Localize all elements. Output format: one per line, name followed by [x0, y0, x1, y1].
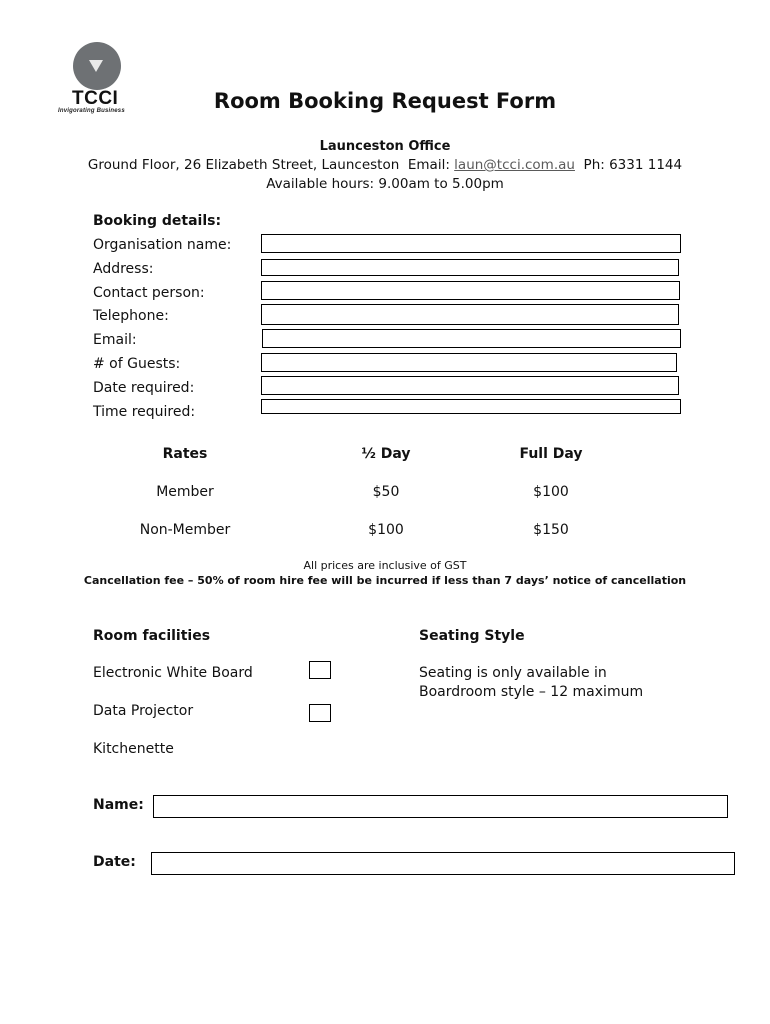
white-board-checkbox[interactable] — [309, 661, 331, 679]
full-day-header: Full Day — [519, 446, 583, 462]
gst-note: All prices are inclusive of GST — [303, 559, 467, 572]
name-field[interactable] — [153, 795, 728, 818]
seating-style-heading: Seating Style — [419, 628, 525, 644]
address-field[interactable] — [261, 259, 679, 276]
rates-header: Rates — [162, 446, 208, 462]
office-phone: Ph: 6331 1144 — [583, 157, 683, 173]
email-label: Email: — [407, 157, 450, 173]
office-address: Ground Floor, 26 Elizabeth Street, Launceston — [87, 157, 400, 173]
non-member-full-day-price: $150 — [533, 522, 569, 538]
date-label: Date: — [93, 854, 136, 870]
telephone-label: Telephone: — [93, 308, 169, 324]
booking-details-heading: Booking details: — [93, 213, 222, 229]
time-required-label: Time required: — [93, 404, 196, 420]
contact-person-label: Contact person: — [93, 285, 205, 301]
non-member-label: Non-Member — [139, 522, 231, 538]
facility-label-kitchenette: Kitchenette — [93, 741, 174, 757]
non-member-half-day-price: $100 — [368, 522, 404, 538]
office-contact-line — [0, 157, 770, 173]
email-field[interactable] — [262, 329, 681, 348]
room-facilities-heading: Room facilities — [93, 628, 211, 644]
guests-label: # of Guests: — [93, 356, 181, 372]
member-label: Member — [156, 484, 214, 500]
facility-label-data-projector: Data Projector — [93, 703, 194, 719]
name-label: Name: — [93, 797, 144, 813]
date-field[interactable] — [151, 852, 735, 875]
cancellation-policy: Cancellation fee – 50% of room hire fee will be incurred if less than 7 days’ notice of cancellation — [83, 574, 687, 587]
address-label: Address: — [93, 261, 154, 277]
date-required-field[interactable] — [261, 376, 679, 395]
office-email-link[interactable]: laun@tcci.com.au — [454, 157, 575, 173]
logo-emblem — [73, 42, 121, 90]
half-day-header: ½ Day — [361, 446, 411, 462]
email-field-label: Email: — [93, 332, 137, 348]
page-title: Room Booking Request Form — [213, 89, 557, 113]
triangle-icon — [89, 60, 103, 72]
guests-field[interactable] — [261, 353, 677, 372]
telephone-field[interactable] — [261, 304, 679, 325]
logo-wordmark: TCCI — [72, 88, 119, 109]
office-hours: Available hours: 9.00am to 5.00pm — [266, 176, 504, 192]
contact-person-field[interactable] — [261, 281, 680, 300]
facility-label-white-board: Electronic White Board — [93, 665, 253, 681]
time-required-field[interactable] — [261, 399, 681, 414]
organisation-name-field[interactable] — [261, 234, 681, 253]
seating-note-line2: Boardroom style – 12 maximum — [419, 684, 644, 700]
member-full-day-price: $100 — [533, 484, 569, 500]
member-half-day-price: $50 — [372, 484, 400, 500]
office-name: Launceston Office — [319, 139, 451, 154]
logo-tagline: Invigorating Business — [58, 108, 125, 114]
organisation-name-label: Organisation name: — [93, 237, 232, 253]
data-projector-checkbox[interactable] — [309, 704, 331, 722]
seating-note-line1: Seating is only available in — [419, 665, 607, 681]
date-required-label: Date required: — [93, 380, 195, 396]
